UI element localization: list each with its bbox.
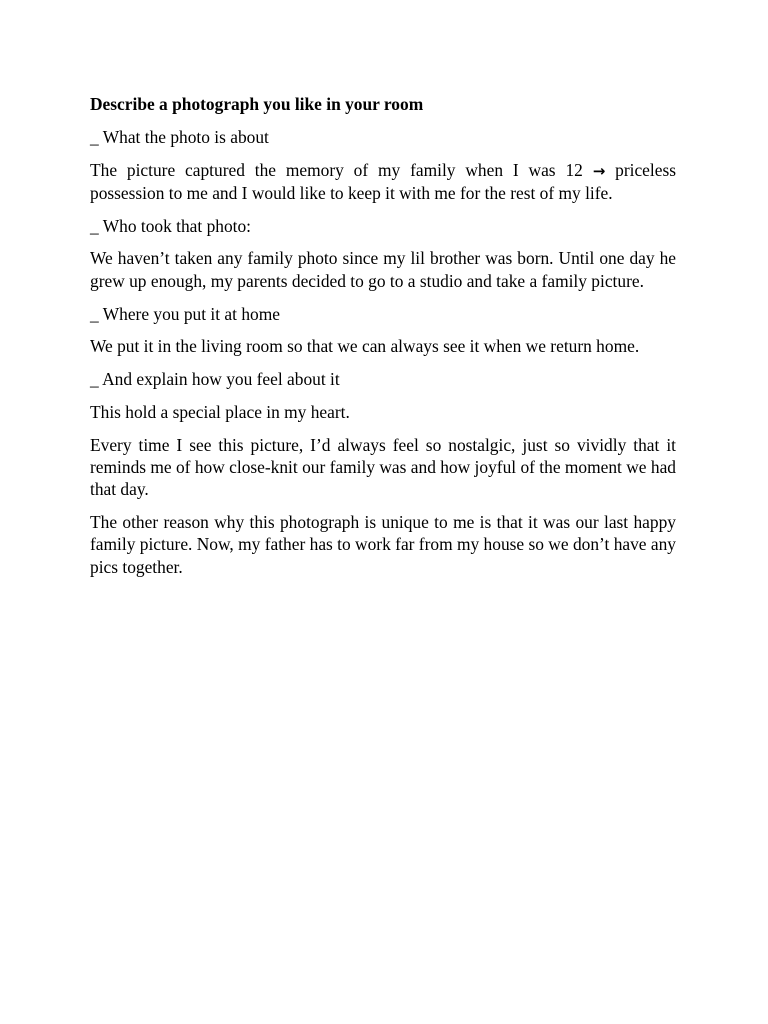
document-title: Describe a photograph you like in your room	[90, 94, 424, 114]
answer-other-reason: The other reason why this photograph is unique to me is that it was our last happy family picture. Now, my father has to work far from my house so we don’t have any pics together.	[90, 512, 676, 577]
question-how-you-feel: _ And explain how you feel about it	[90, 369, 340, 390]
question-where-at-home: _ Where you put it at home	[90, 303, 280, 324]
answer-nostalgic: Every time I see this picture, I’d always feel so nostalgic, just so vividly that it reminds me of how close-knit our family was and how joyful of the moment we had that day.	[90, 434, 676, 500]
question-what-photo-about: _ What the photo is about	[90, 126, 269, 147]
answer-text-end: priceless possession to me and I would like to keep it with me for the rest of my life.	[90, 159, 676, 203]
answer-where-at-home: We put it in the living room so that we can always see it when we return home.	[90, 336, 640, 357]
document-page	[90, 93, 676, 589]
answer-who-took-photo: We haven’t taken any family photo since my lil brother was born. Until one day he grew up enough, my parents decided to go to a studio and take a family picture.	[90, 248, 676, 291]
answer-what-photo-about	[90, 159, 676, 205]
answer-special-place: This hold a special place in my heart.	[90, 401, 350, 422]
answer-text-start: The picture captured the memory of my family when I was 12	[90, 159, 583, 180]
right-arrow-icon: →	[592, 161, 606, 180]
question-who-took-photo: _ Who took that photo:	[90, 215, 252, 236]
